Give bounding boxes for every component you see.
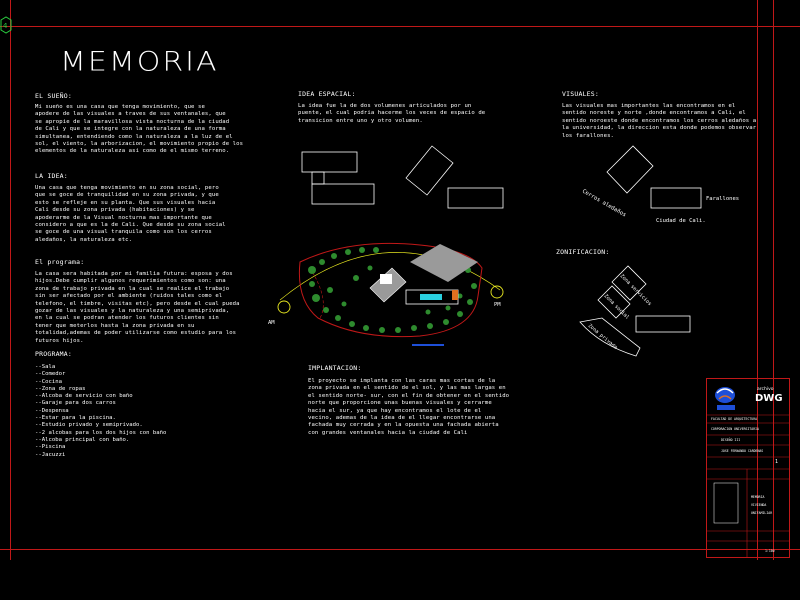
- site-plan: [278, 243, 503, 346]
- programa-intro-heading: El programa:: [35, 258, 85, 266]
- sueno-text: Mi sueño es una casa que tenga movimiento, que se apodere de las visuales a traves de sus ventanales, que se apropie de la maravillosa vista nocturna de la ciudad de Cali y que se integre con la naturaleza de una forma simultanea, entendiendo como la naturaleza a la luz de el sol, el viento, la arborizacion, el movimiento propio de los elementos de la naturaleza asi como de el mismo terreno.: [35, 104, 244, 155]
- idea-espacial-heading: IDEA ESPACIAL:: [298, 90, 356, 98]
- list-item: --Zona de ropas: [35, 385, 86, 392]
- lot-inner-line: [310, 268, 323, 318]
- list-item: --Comedor: [35, 371, 66, 378]
- label-zona-social: Zona social: [602, 293, 631, 321]
- visuales-text: Las visuales mas importantes las encontramos en el sentido noreste y norte ,donde encontramos a Cali, el sentido noroeste donde encontramos los cerros aledaños a la universidad, la direccion esta donde podemos observar los farallones.: [562, 103, 757, 139]
- house-private-volume: [370, 268, 406, 302]
- label-am: AM: [268, 320, 275, 326]
- titleblock-sheet-number: 1: [775, 459, 779, 465]
- title-block: [706, 378, 790, 558]
- label-zona-privada: Zona privada: [586, 322, 619, 351]
- volume-upper: [302, 152, 357, 172]
- idea-espacial-diagram-rotated: [406, 146, 503, 208]
- logo-dwg-text: DWG: [755, 393, 783, 404]
- sun-am-icon: [278, 301, 290, 313]
- idea-text: Una casa que tenga movimiento en su zona social, pero que se goce de tranquilidad en su zona privada, y que esto se refleje en su planta. Que sus visuales hacia Cali desde su zona privada (habitaciones) y se apoderarme de la Visual nocturna mas importante que considero a que es la de Cali. Que desde su zona social se goce de una visual tranquila como son los cerros aledaños, la naturaleza etc.: [35, 185, 226, 243]
- list-item: --Alcoba principal con baño.: [35, 436, 130, 443]
- label-ciudad: Ciudad de Cali.: [656, 218, 706, 224]
- list-item: --Cocina: [35, 378, 62, 385]
- titleblock-scale: 1:100: [765, 549, 775, 553]
- programa-intro-text: La casa sera habitada por mi familia futura: esposa y dos hijos.Debe cumplir algunos requerimientos como son: una zona de trabajo privada en la cual se realice el trabajo sin ser afectado por el ambiente (ruidos tales como el telefono, el timbre, visitas etc), pero desde el cual pueda gozar de las visuales y la naturaleza y una semiprivada, en la cual se podran atender los futuros clientes sin tener que meterlos hasta la zona privada en su totalidad,ademas de poder utilizarse como estudio para los futuros hijos.: [35, 271, 240, 344]
- list-item: --Garaje para dos carros: [35, 400, 116, 407]
- label-pm: PM: [494, 302, 501, 308]
- sueno-heading: EL SUEÑO:: [35, 92, 73, 100]
- titleblock-right2: VIVIENDA: [751, 503, 767, 507]
- access-road: [410, 244, 478, 282]
- jacuzzi: [452, 290, 458, 300]
- svg-text:4: 4: [3, 22, 8, 30]
- zonificacion-diagram: [580, 266, 690, 356]
- idea-espacial-diagram-volumes: [302, 152, 374, 204]
- logo-archivo-text: archivo: [757, 387, 774, 392]
- label-farallones: Farallones: [706, 196, 740, 202]
- idea-espacial-text: La idea fue la de dos volumenes articulados por un puente, el cual podria hacerme los veces de espacio de transicion entre uno y otro volumen.: [298, 103, 486, 124]
- titleblock-right1: MEMORIA: [751, 495, 765, 499]
- visuales-horizontal-volume: [651, 188, 701, 208]
- titleblock-row3: DISEÑO III: [721, 438, 741, 442]
- implantacion-text: El proyecto se implanta con las caras mas cortas de la zona privada en el sentido de el sol, y las mas largas en el sentido norte- sur, con el fin de obtener en el sentido norte que proporcione unas buenas visuales y cerrarme hacia el sur, ya que hay encontramos el lote de el vecino, ademas de la idea de el llegar encontrarse una fachada muy cerrada y en la opuesta una fachada abierta con grandes ventanales hacia la ciudad de Cali: [308, 378, 510, 436]
- scale-bar: [412, 344, 444, 346]
- titleblock-row1: FACULTAD DE ARQUITECTURA: [711, 417, 758, 421]
- titleblock-right3: UNIFAMILIAR: [751, 511, 773, 515]
- rotated-volume: [406, 146, 453, 195]
- titleblock-row4: JOSE FERNANDO CARDENAS: [721, 449, 764, 453]
- list-item: --2 alcobas para los dos hijos con baño: [35, 429, 167, 436]
- list-item: --Despensa: [35, 407, 69, 414]
- titleblock-row2: CORPORACION UNIVERSITARIA: [711, 427, 759, 431]
- title-block-lines: [707, 379, 789, 557]
- implantacion-heading: IMPLANTACION:: [308, 364, 362, 372]
- list-item: --Alcoba de servicio con baño: [35, 393, 133, 400]
- visuales-rotated-volume: [607, 146, 653, 193]
- zonificacion-heading: ZONIFICACION:: [556, 248, 610, 256]
- idea-heading: LA IDEA:: [35, 172, 68, 180]
- list-item: --Piscina: [35, 444, 66, 451]
- list-item: --Sala: [35, 364, 56, 370]
- page-title: MEMORIA: [60, 46, 219, 78]
- horizontal-volume: [448, 188, 503, 208]
- list-item: --Estar para la piscina.: [35, 415, 116, 422]
- label-zona-servicios: Zona servicios: [618, 273, 653, 308]
- bridge-connector: [312, 172, 324, 184]
- zona-horizontal-volume: [636, 316, 690, 332]
- programa-heading: PROGRAMA:: [35, 350, 73, 358]
- volume-lower: [312, 184, 374, 204]
- list-item: --Jacuzzi: [35, 451, 66, 458]
- visuales-heading: VISUALES:: [562, 90, 600, 98]
- house-bridge: [380, 274, 392, 284]
- visuales-diagram: [607, 146, 701, 208]
- label-cerros: Cerros aledaños: [581, 188, 628, 219]
- pool: [420, 294, 442, 300]
- list-item: --Estudio privado y semiprivado.: [35, 422, 143, 429]
